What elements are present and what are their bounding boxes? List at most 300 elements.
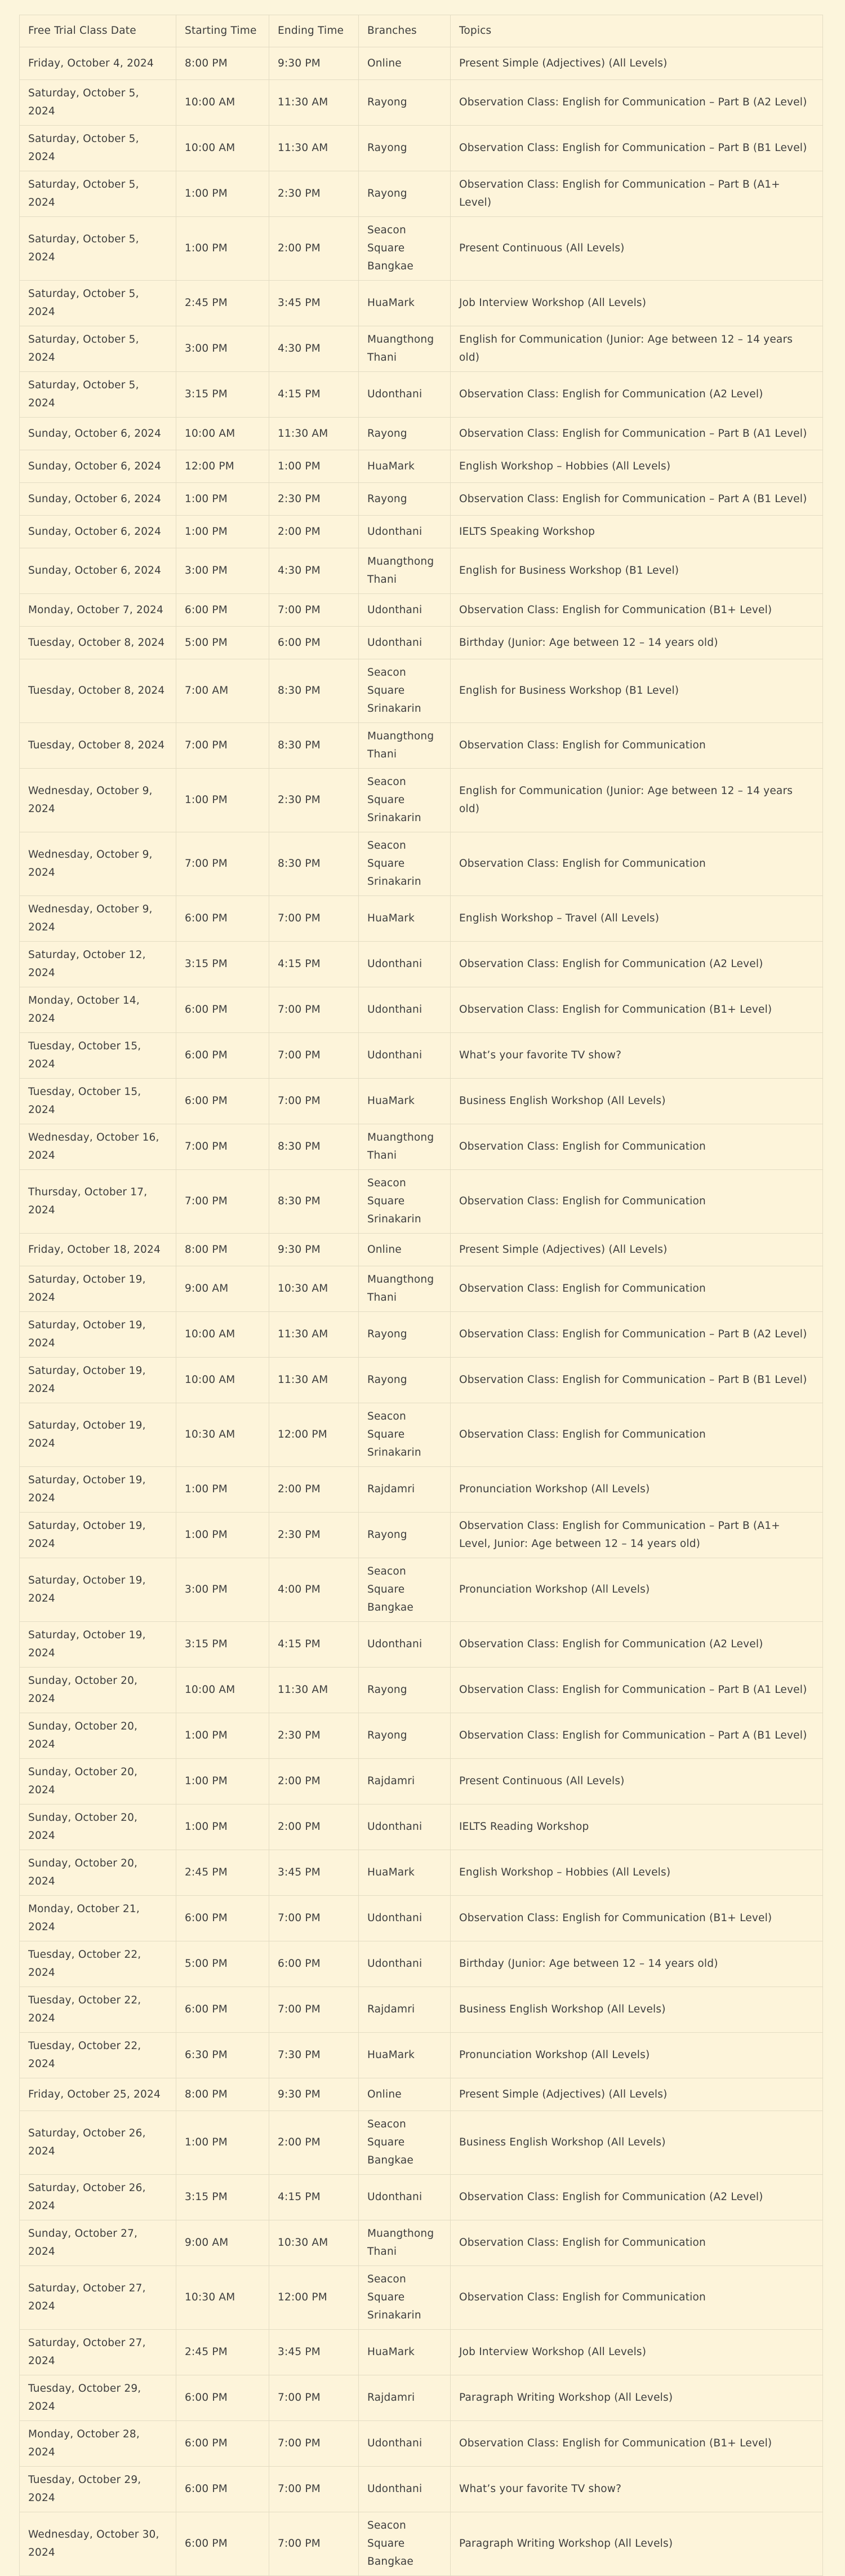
cell-branch: Muangthong Thani	[359, 326, 451, 372]
table-row	[20, 942, 823, 987]
cell-branch: Seacon Square Bangkae	[359, 217, 451, 281]
cell-ending-time: 4:00 PM	[269, 1558, 359, 1622]
cell-branch: Seacon Square Srinakarin	[359, 2266, 451, 2330]
cell-ending-time: 6:00 PM	[269, 627, 359, 659]
table-row	[20, 896, 823, 942]
cell-date: Sunday, October 6, 2024	[20, 418, 176, 450]
cell-topic: English Workshop – Hobbies (All Levels)	[451, 1850, 823, 1896]
cell-topic: Present Continuous (All Levels)	[451, 1759, 823, 1804]
cell-starting-time: 10:00 AM	[176, 80, 269, 126]
cell-ending-time: 8:30 PM	[269, 723, 359, 769]
cell-ending-time: 2:30 PM	[269, 1513, 359, 1558]
table-row	[20, 326, 823, 372]
cell-topic: What’s your favorite TV show?	[451, 2467, 823, 2512]
cell-topic: Pronunciation Workshop (All Levels)	[451, 2033, 823, 2078]
cell-topic: Observation Class: English for Communication	[451, 2220, 823, 2266]
cell-branch: Rayong	[359, 80, 451, 126]
cell-ending-time: 4:15 PM	[269, 2175, 359, 2220]
header-ending-time: Ending Time	[269, 15, 359, 47]
cell-date: Saturday, October 27, 2024	[20, 2266, 176, 2330]
cell-branch: Seacon Square Bangkae	[359, 2111, 451, 2175]
cell-date: Wednesday, October 9, 2024	[20, 769, 176, 832]
cell-ending-time: 7:00 PM	[269, 1896, 359, 1941]
table-row	[20, 1558, 823, 1622]
table-row	[20, 47, 823, 80]
table-row	[20, 1170, 823, 1234]
table-row	[20, 2330, 823, 2375]
cell-starting-time: 7:00 PM	[176, 723, 269, 769]
cell-topic: Business English Workshop (All Levels)	[451, 2111, 823, 2175]
cell-topic: Observation Class: English for Communication (B1+ Level)	[451, 594, 823, 627]
cell-topic: Birthday (Junior: Age between 12 – 14 years old)	[451, 627, 823, 659]
table-row	[20, 1403, 823, 1467]
cell-ending-time: 10:30 AM	[269, 2220, 359, 2266]
cell-date: Tuesday, October 22, 2024	[20, 2033, 176, 2078]
table-row	[20, 2512, 823, 2576]
cell-branch: Seacon Square Srinakarin	[359, 1403, 451, 1467]
cell-ending-time: 3:45 PM	[269, 1850, 359, 1896]
cell-ending-time: 7:00 PM	[269, 1033, 359, 1079]
cell-ending-time: 8:30 PM	[269, 1170, 359, 1234]
cell-date: Sunday, October 27, 2024	[20, 2220, 176, 2266]
table-row	[20, 1850, 823, 1896]
cell-starting-time: 3:15 PM	[176, 1622, 269, 1668]
cell-branch: HuaMark	[359, 2330, 451, 2375]
cell-date: Friday, October 25, 2024	[20, 2078, 176, 2111]
cell-date: Friday, October 4, 2024	[20, 47, 176, 80]
cell-branch: Rayong	[359, 126, 451, 171]
table-row	[20, 1896, 823, 1941]
cell-starting-time: 3:15 PM	[176, 942, 269, 987]
cell-topic: What’s your favorite TV show?	[451, 1033, 823, 1079]
cell-branch: Rayong	[359, 171, 451, 217]
free-trial-schedule-table	[19, 15, 823, 2576]
cell-date: Saturday, October 5, 2024	[20, 326, 176, 372]
cell-topic: Observation Class: English for Communication – Part A (B1 Level)	[451, 483, 823, 516]
cell-branch: Muangthong Thani	[359, 1124, 451, 1170]
table-row	[20, 548, 823, 594]
cell-date: Monday, October 14, 2024	[20, 987, 176, 1033]
cell-branch: Seacon Square Srinakarin	[359, 769, 451, 832]
cell-ending-time: 9:30 PM	[269, 2078, 359, 2111]
cell-starting-time: 9:00 AM	[176, 1266, 269, 1312]
table-row	[20, 1759, 823, 1804]
cell-ending-time: 8:30 PM	[269, 832, 359, 896]
cell-ending-time: 7:00 PM	[269, 2512, 359, 2576]
cell-ending-time: 9:30 PM	[269, 47, 359, 80]
table-row	[20, 516, 823, 548]
cell-starting-time: 1:00 PM	[176, 516, 269, 548]
cell-date: Saturday, October 5, 2024	[20, 171, 176, 217]
cell-topic: Observation Class: English for Communication (A2 Level)	[451, 942, 823, 987]
cell-topic: English Workshop – Travel (All Levels)	[451, 896, 823, 942]
cell-topic: Observation Class: English for Communication	[451, 1170, 823, 1234]
cell-starting-time: 10:00 AM	[176, 1668, 269, 1713]
cell-topic: Job Interview Workshop (All Levels)	[451, 2330, 823, 2375]
cell-branch: Rajdamri	[359, 2375, 451, 2421]
cell-starting-time: 6:00 PM	[176, 1033, 269, 1079]
cell-ending-time: 7:00 PM	[269, 1079, 359, 1124]
cell-topic: English for Communication (Junior: Age between 12 – 14 years old)	[451, 326, 823, 372]
cell-topic: Observation Class: English for Communication (B1+ Level)	[451, 1896, 823, 1941]
cell-ending-time: 8:30 PM	[269, 659, 359, 723]
cell-ending-time: 7:00 PM	[269, 594, 359, 627]
cell-branch: Udonthani	[359, 594, 451, 627]
cell-date: Tuesday, October 22, 2024	[20, 1941, 176, 1987]
cell-topic: Observation Class: English for Communication	[451, 832, 823, 896]
cell-date: Tuesday, October 15, 2024	[20, 1079, 176, 1124]
cell-branch: HuaMark	[359, 896, 451, 942]
header-starting-time: Starting Time	[176, 15, 269, 47]
cell-branch: Online	[359, 1234, 451, 1266]
cell-branch: Rayong	[359, 1312, 451, 1358]
cell-topic: English for Communication (Junior: Age between 12 – 14 years old)	[451, 769, 823, 832]
cell-branch: Seacon Square Srinakarin	[359, 832, 451, 896]
cell-ending-time: 12:00 PM	[269, 1403, 359, 1467]
cell-ending-time: 4:15 PM	[269, 942, 359, 987]
table-row	[20, 80, 823, 126]
cell-ending-time: 12:00 PM	[269, 2266, 359, 2330]
cell-date: Saturday, October 26, 2024	[20, 2175, 176, 2220]
table-row	[20, 450, 823, 483]
cell-branch: HuaMark	[359, 1850, 451, 1896]
cell-ending-time: 2:00 PM	[269, 1467, 359, 1513]
header-branches: Branches	[359, 15, 451, 47]
cell-starting-time: 10:00 AM	[176, 418, 269, 450]
table-row	[20, 659, 823, 723]
table-row	[20, 1668, 823, 1713]
cell-ending-time: 11:30 AM	[269, 1358, 359, 1403]
table-row	[20, 594, 823, 627]
cell-topic: Paragraph Writing Workshop (All Levels)	[451, 2512, 823, 2576]
cell-date: Sunday, October 6, 2024	[20, 516, 176, 548]
cell-topic: English for Business Workshop (B1 Level)	[451, 548, 823, 594]
cell-topic: Observation Class: English for Communication – Part B (B1 Level)	[451, 126, 823, 171]
cell-branch: Seacon Square Srinakarin	[359, 1170, 451, 1234]
cell-ending-time: 4:15 PM	[269, 1622, 359, 1668]
header-topics: Topics	[451, 15, 823, 47]
cell-topic: IELTS Reading Workshop	[451, 1804, 823, 1850]
cell-branch: Udonthani	[359, 1896, 451, 1941]
cell-ending-time: 6:00 PM	[269, 1941, 359, 1987]
table-row	[20, 1941, 823, 1987]
cell-date: Saturday, October 19, 2024	[20, 1358, 176, 1403]
table-row	[20, 281, 823, 326]
cell-date: Saturday, October 5, 2024	[20, 281, 176, 326]
cell-starting-time: 8:00 PM	[176, 2078, 269, 2111]
header-row	[20, 15, 823, 47]
cell-branch: Udonthani	[359, 1804, 451, 1850]
cell-ending-time: 7:00 PM	[269, 2375, 359, 2421]
table-body	[20, 47, 823, 2576]
cell-topic: Birthday (Junior: Age between 12 – 14 years old)	[451, 1941, 823, 1987]
schedule-table-container	[19, 15, 822, 2576]
cell-branch: Muangthong Thani	[359, 548, 451, 594]
cell-starting-time: 6:00 PM	[176, 2375, 269, 2421]
cell-branch: HuaMark	[359, 1079, 451, 1124]
table-row	[20, 2266, 823, 2330]
cell-topic: Observation Class: English for Communication	[451, 723, 823, 769]
cell-starting-time: 1:00 PM	[176, 1759, 269, 1804]
cell-starting-time: 9:00 AM	[176, 2220, 269, 2266]
cell-topic: Observation Class: English for Communication – Part B (A1+ Level)	[451, 171, 823, 217]
cell-starting-time: 3:00 PM	[176, 548, 269, 594]
cell-date: Saturday, October 19, 2024	[20, 1513, 176, 1558]
cell-starting-time: 3:00 PM	[176, 1558, 269, 1622]
cell-date: Monday, October 28, 2024	[20, 2421, 176, 2467]
cell-branch: Rajdamri	[359, 1467, 451, 1513]
cell-date: Saturday, October 5, 2024	[20, 372, 176, 418]
table-row	[20, 2175, 823, 2220]
cell-topic: Observation Class: English for Communication	[451, 1266, 823, 1312]
table-row	[20, 2111, 823, 2175]
cell-topic: English for Business Workshop (B1 Level)	[451, 659, 823, 723]
cell-ending-time: 7:00 PM	[269, 1987, 359, 2033]
cell-date: Saturday, October 26, 2024	[20, 2111, 176, 2175]
cell-starting-time: 6:00 PM	[176, 896, 269, 942]
table-row	[20, 1124, 823, 1170]
cell-topic: Observation Class: English for Communication (A2 Level)	[451, 1622, 823, 1668]
cell-topic: Present Simple (Adjectives) (All Levels)	[451, 2078, 823, 2111]
cell-starting-time: 8:00 PM	[176, 1234, 269, 1266]
cell-ending-time: 7:00 PM	[269, 896, 359, 942]
table-row	[20, 1033, 823, 1079]
cell-branch: Rayong	[359, 483, 451, 516]
table-row	[20, 217, 823, 281]
cell-date: Tuesday, October 8, 2024	[20, 627, 176, 659]
table-header	[20, 15, 823, 47]
cell-ending-time: 4:15 PM	[269, 372, 359, 418]
cell-starting-time: 1:00 PM	[176, 1513, 269, 1558]
cell-date: Wednesday, October 9, 2024	[20, 832, 176, 896]
cell-starting-time: 6:00 PM	[176, 2467, 269, 2512]
cell-branch: Online	[359, 47, 451, 80]
cell-topic: Paragraph Writing Workshop (All Levels)	[451, 2375, 823, 2421]
cell-starting-time: 7:00 AM	[176, 659, 269, 723]
cell-ending-time: 2:00 PM	[269, 1759, 359, 1804]
cell-branch: Udonthani	[359, 2175, 451, 2220]
cell-date: Thursday, October 17, 2024	[20, 1170, 176, 1234]
table-row	[20, 1513, 823, 1558]
cell-branch: Rajdamri	[359, 1759, 451, 1804]
cell-ending-time: 7:00 PM	[269, 987, 359, 1033]
cell-starting-time: 10:00 AM	[176, 126, 269, 171]
cell-branch: Seacon Square Bangkae	[359, 1558, 451, 1622]
cell-branch: Rayong	[359, 1668, 451, 1713]
cell-ending-time: 4:30 PM	[269, 326, 359, 372]
cell-starting-time: 1:00 PM	[176, 217, 269, 281]
cell-date: Sunday, October 20, 2024	[20, 1850, 176, 1896]
table-row	[20, 2421, 823, 2467]
cell-starting-time: 1:00 PM	[176, 1467, 269, 1513]
cell-starting-time: 7:00 PM	[176, 832, 269, 896]
cell-date: Tuesday, October 29, 2024	[20, 2375, 176, 2421]
cell-branch: Udonthani	[359, 1033, 451, 1079]
cell-starting-time: 6:00 PM	[176, 594, 269, 627]
cell-topic: Observation Class: English for Communication – Part B (A1 Level)	[451, 1668, 823, 1713]
table-row	[20, 1713, 823, 1759]
cell-topic: Observation Class: English for Communication – Part B (A1+ Level, Junior: Age between 12 – 14 years old)	[451, 1513, 823, 1558]
cell-date: Tuesday, October 8, 2024	[20, 723, 176, 769]
cell-ending-time: 2:00 PM	[269, 516, 359, 548]
cell-ending-time: 7:00 PM	[269, 2421, 359, 2467]
cell-starting-time: 10:30 AM	[176, 2266, 269, 2330]
cell-topic: Present Continuous (All Levels)	[451, 217, 823, 281]
cell-ending-time: 2:00 PM	[269, 2111, 359, 2175]
cell-topic: Observation Class: English for Communication	[451, 2266, 823, 2330]
cell-starting-time: 6:00 PM	[176, 2512, 269, 2576]
cell-branch: Seacon Square Bangkae	[359, 2512, 451, 2576]
header-date: Free Trial Class Date	[20, 15, 176, 47]
table-row	[20, 2078, 823, 2111]
cell-topic: English Workshop – Hobbies (All Levels)	[451, 450, 823, 483]
cell-branch: Muangthong Thani	[359, 1266, 451, 1312]
cell-starting-time: 5:00 PM	[176, 627, 269, 659]
cell-topic: Pronunciation Workshop (All Levels)	[451, 1467, 823, 1513]
cell-date: Sunday, October 20, 2024	[20, 1804, 176, 1850]
cell-branch: Udonthani	[359, 2467, 451, 2512]
cell-branch: Online	[359, 2078, 451, 2111]
cell-date: Saturday, October 19, 2024	[20, 1312, 176, 1358]
cell-date: Saturday, October 19, 2024	[20, 1403, 176, 1467]
cell-starting-time: 1:00 PM	[176, 483, 269, 516]
cell-date: Wednesday, October 30, 2024	[20, 2512, 176, 2576]
table-row	[20, 832, 823, 896]
cell-topic: Present Simple (Adjectives) (All Levels)	[451, 1234, 823, 1266]
cell-ending-time: 2:30 PM	[269, 171, 359, 217]
cell-branch: Rajdamri	[359, 1987, 451, 2033]
cell-date: Sunday, October 20, 2024	[20, 1713, 176, 1759]
cell-branch: Seacon Square Srinakarin	[359, 659, 451, 723]
cell-date: Tuesday, October 22, 2024	[20, 1987, 176, 2033]
cell-topic: Observation Class: English for Communication (B1+ Level)	[451, 987, 823, 1033]
cell-date: Saturday, October 27, 2024	[20, 2330, 176, 2375]
cell-topic: Present Simple (Adjectives) (All Levels)	[451, 47, 823, 80]
cell-branch: Muangthong Thani	[359, 2220, 451, 2266]
table-row	[20, 1358, 823, 1403]
cell-starting-time: 2:45 PM	[176, 281, 269, 326]
cell-starting-time: 3:15 PM	[176, 372, 269, 418]
cell-branch: Rayong	[359, 1513, 451, 1558]
cell-starting-time: 5:00 PM	[176, 1941, 269, 1987]
cell-starting-time: 6:00 PM	[176, 1987, 269, 2033]
cell-branch: Rayong	[359, 1713, 451, 1759]
table-row	[20, 1622, 823, 1668]
cell-date: Saturday, October 19, 2024	[20, 1467, 176, 1513]
cell-date: Tuesday, October 29, 2024	[20, 2467, 176, 2512]
cell-ending-time: 11:30 AM	[269, 80, 359, 126]
cell-topic: Observation Class: English for Communication (A2 Level)	[451, 372, 823, 418]
cell-branch: Udonthani	[359, 1941, 451, 1987]
cell-date: Wednesday, October 9, 2024	[20, 896, 176, 942]
table-row	[20, 483, 823, 516]
cell-starting-time: 6:00 PM	[176, 2421, 269, 2467]
cell-branch: Rayong	[359, 418, 451, 450]
cell-branch: Udonthani	[359, 942, 451, 987]
table-row	[20, 1234, 823, 1266]
cell-starting-time: 10:30 AM	[176, 1403, 269, 1467]
cell-date: Sunday, October 20, 2024	[20, 1759, 176, 1804]
cell-ending-time: 2:30 PM	[269, 1713, 359, 1759]
cell-date: Saturday, October 19, 2024	[20, 1622, 176, 1668]
cell-date: Monday, October 7, 2024	[20, 594, 176, 627]
cell-branch: Udonthani	[359, 987, 451, 1033]
cell-branch: Udonthani	[359, 627, 451, 659]
cell-date: Saturday, October 5, 2024	[20, 80, 176, 126]
cell-date: Sunday, October 6, 2024	[20, 483, 176, 516]
cell-starting-time: 1:00 PM	[176, 1804, 269, 1850]
table-row	[20, 1312, 823, 1358]
cell-starting-time: 3:15 PM	[176, 2175, 269, 2220]
table-row	[20, 987, 823, 1033]
cell-branch: Udonthani	[359, 372, 451, 418]
cell-topic: Observation Class: English for Communication	[451, 1403, 823, 1467]
table-row	[20, 723, 823, 769]
cell-date: Wednesday, October 16, 2024	[20, 1124, 176, 1170]
cell-starting-time: 2:45 PM	[176, 1850, 269, 1896]
cell-branch: HuaMark	[359, 450, 451, 483]
cell-topic: Observation Class: English for Communication (A2 Level)	[451, 2175, 823, 2220]
cell-starting-time: 7:00 PM	[176, 1124, 269, 1170]
cell-topic: Observation Class: English for Communication (B1+ Level)	[451, 2421, 823, 2467]
cell-date: Sunday, October 6, 2024	[20, 450, 176, 483]
table-row	[20, 126, 823, 171]
cell-starting-time: 10:00 AM	[176, 1358, 269, 1403]
cell-ending-time: 7:30 PM	[269, 2033, 359, 2078]
cell-ending-time: 10:30 AM	[269, 1266, 359, 1312]
cell-date: Saturday, October 5, 2024	[20, 217, 176, 281]
cell-starting-time: 3:00 PM	[176, 326, 269, 372]
cell-ending-time: 9:30 PM	[269, 1234, 359, 1266]
cell-starting-time: 1:00 PM	[176, 2111, 269, 2175]
cell-ending-time: 2:30 PM	[269, 483, 359, 516]
cell-topic: IELTS Speaking Workshop	[451, 516, 823, 548]
cell-date: Saturday, October 5, 2024	[20, 126, 176, 171]
table-row	[20, 1987, 823, 2033]
cell-starting-time: 12:00 PM	[176, 450, 269, 483]
cell-topic: Observation Class: English for Communication – Part B (A2 Level)	[451, 1312, 823, 1358]
cell-topic: Observation Class: English for Communication	[451, 1124, 823, 1170]
cell-branch: HuaMark	[359, 281, 451, 326]
table-row	[20, 2467, 823, 2512]
table-row	[20, 627, 823, 659]
table-row	[20, 1804, 823, 1850]
table-row	[20, 171, 823, 217]
cell-ending-time: 1:00 PM	[269, 450, 359, 483]
table-row	[20, 1266, 823, 1312]
cell-branch: Udonthani	[359, 516, 451, 548]
cell-ending-time: 11:30 AM	[269, 1312, 359, 1358]
cell-topic: Business English Workshop (All Levels)	[451, 1079, 823, 1124]
cell-date: Sunday, October 6, 2024	[20, 548, 176, 594]
cell-starting-time: 6:30 PM	[176, 2033, 269, 2078]
cell-topic: Observation Class: English for Communication – Part B (B1 Level)	[451, 1358, 823, 1403]
cell-ending-time: 2:00 PM	[269, 217, 359, 281]
cell-branch: Muangthong Thani	[359, 723, 451, 769]
cell-starting-time: 10:00 AM	[176, 1312, 269, 1358]
cell-ending-time: 3:45 PM	[269, 2330, 359, 2375]
cell-starting-time: 1:00 PM	[176, 769, 269, 832]
cell-topic: Pronunciation Workshop (All Levels)	[451, 1558, 823, 1622]
table-row	[20, 1079, 823, 1124]
cell-branch: Udonthani	[359, 1622, 451, 1668]
cell-date: Friday, October 18, 2024	[20, 1234, 176, 1266]
table-row	[20, 1467, 823, 1513]
cell-ending-time: 4:30 PM	[269, 548, 359, 594]
cell-starting-time: 7:00 PM	[176, 1170, 269, 1234]
cell-date: Saturday, October 19, 2024	[20, 1558, 176, 1622]
table-row	[20, 418, 823, 450]
